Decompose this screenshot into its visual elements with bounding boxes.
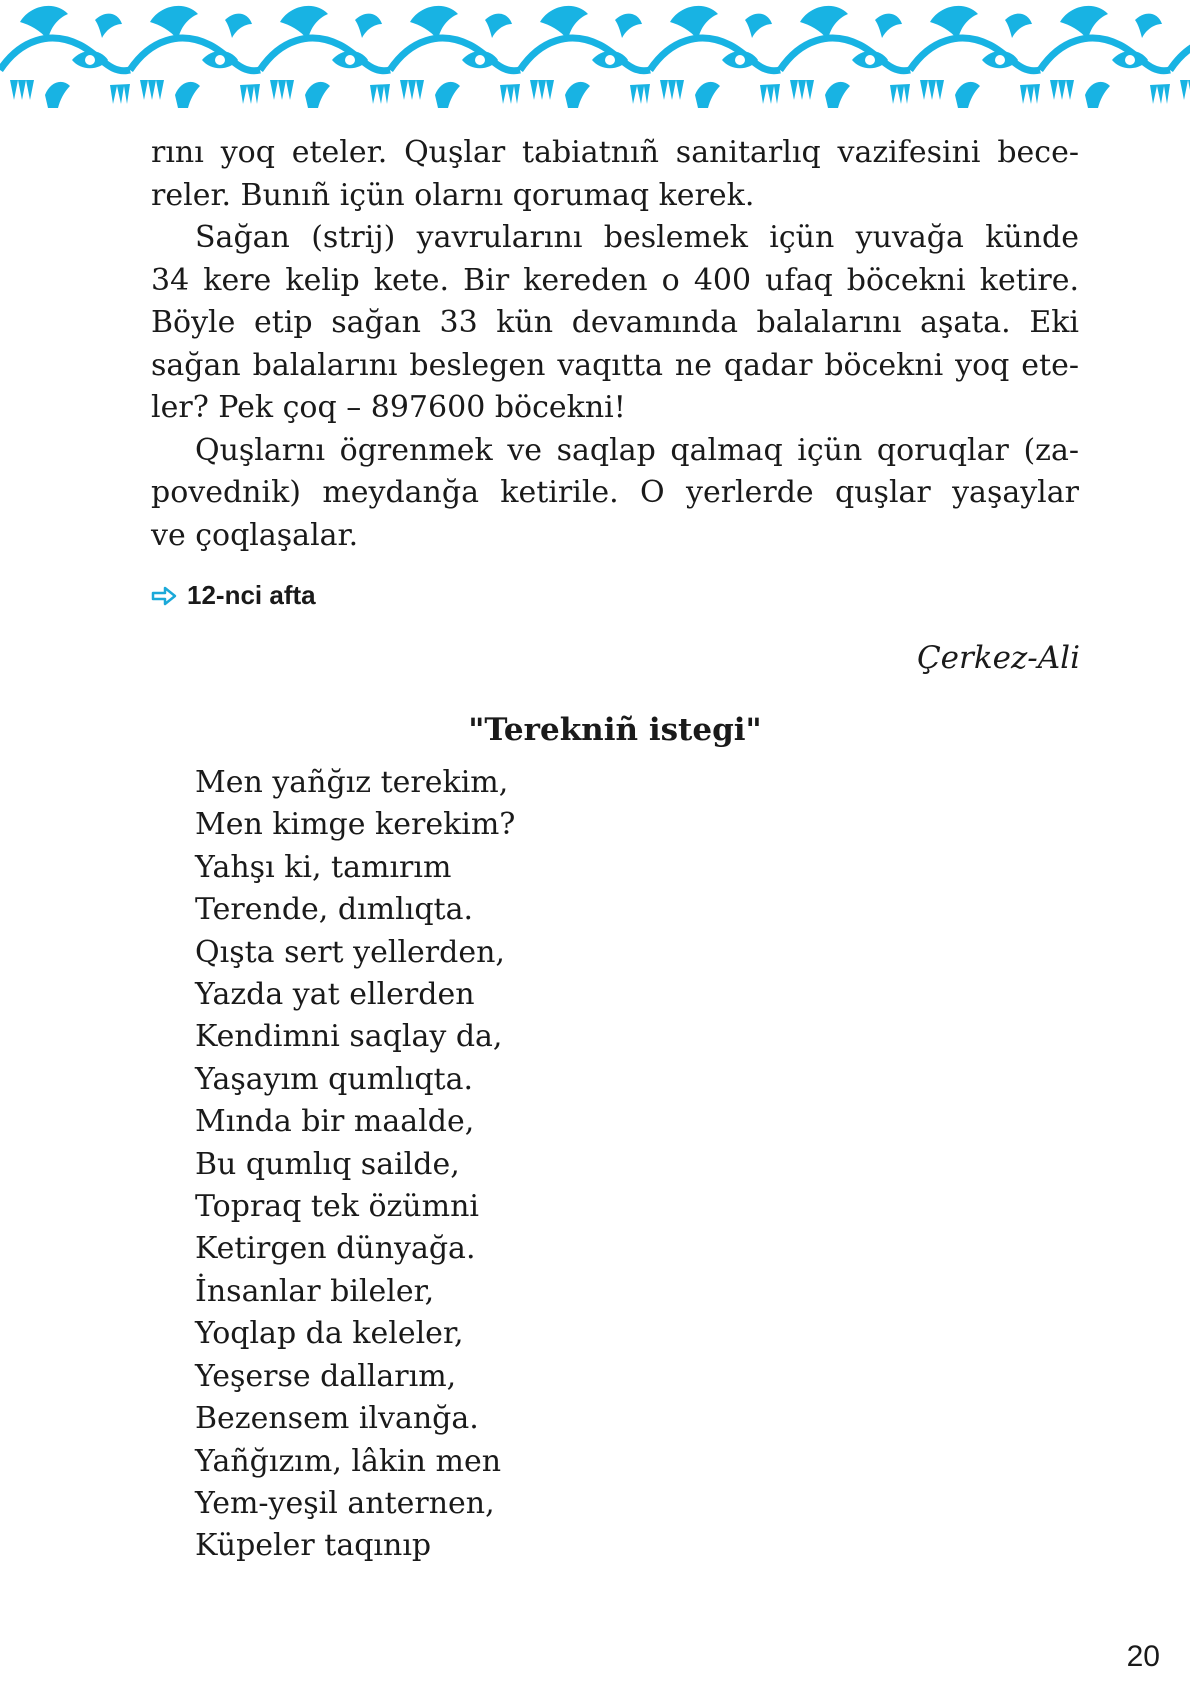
paragraph-1 (151, 132, 1079, 217)
poem-line: Qışta sert yellerden, (195, 934, 505, 970)
poem-line: Ketirgen dünyağa. (195, 1231, 476, 1267)
poem-line: Yoqlap da keleler, (195, 1316, 464, 1352)
poem-line: Yahşı ki, tamırım (195, 849, 452, 885)
text-line: reler. Bunıñ içün olarnı qorumaq kerek. (151, 177, 755, 213)
poem-line: İnsanlar bileler, (195, 1273, 435, 1309)
poem-line: Yazda yat ellerden (195, 977, 475, 1013)
poem-line: Bu qumlıq sailde, (195, 1146, 460, 1182)
text-line: Böyle etip sağan 33 kün devamında balalarını aşata. Eki (151, 305, 1079, 340)
text-line: rını yoq eteler. Quşlar tabiatnıñ sanitarlıq vazifesini bece- (151, 135, 1079, 170)
paragraph-2 (151, 217, 1079, 430)
poem-line: Yaşayım qumlıqta. (195, 1061, 474, 1097)
poem-line: Yañğızım, lâkin men (195, 1443, 502, 1479)
poem-line: Yeşerse dallarım, (195, 1358, 457, 1394)
poem-line: Kendimni saqlay da, (195, 1019, 503, 1055)
poem-line: Yem-yeşil anternen, (195, 1485, 495, 1521)
poem-line: Men yañğız terekim, (195, 765, 509, 800)
week-12-link-label: 12-nci afta (187, 580, 316, 610)
poem-line: Topraq tek özümni (195, 1189, 479, 1225)
poem-line: Men kimge kerekim? (195, 807, 516, 843)
page-number: 20 (1126, 1640, 1160, 1673)
poem-author: Çerkez-Ali (916, 640, 1080, 676)
text-line: Quşlarnı ögrenmek ve saqlap qalmaq içün qoruqlar (za- (195, 432, 1079, 468)
text-line: Sağan (strij) yavrularını beslemek içün yuvağa künde (195, 220, 1079, 255)
poem-line: Terende, dımlıqta. (195, 892, 473, 928)
text-line: sağan balalarını beslegen vaqıtta ne qadar böcekni yoq ete- (151, 347, 1079, 383)
text-line: 34 kere kelip kete. Bir kereden o 400 ufaq böcekni ketire. (151, 262, 1079, 298)
floral-ornament-border (0, 0, 1190, 108)
text-line: ler? Pek çoq – 897600 böcekni! (151, 390, 626, 425)
text-line: povednik) meydanğa ketirile. O yerlerde quşlar yaşaylar (151, 475, 1079, 510)
body-text (151, 132, 1079, 557)
ornament-svg (0, 0, 1190, 108)
poem-title: "Terekniñ istegi" (468, 712, 762, 748)
arrow-right-icon (151, 586, 177, 606)
week-12-link[interactable] (151, 580, 316, 611)
poem-line: Mında bir maalde, (195, 1104, 475, 1140)
text-line: ve çoqlaşalar. (151, 517, 359, 553)
paragraph-3 (151, 430, 1079, 558)
poem-line: Küpeler taqınıp (195, 1528, 432, 1564)
poem-line: Bezensem ilvanğa. (195, 1401, 479, 1437)
poem-lines (195, 762, 515, 1568)
